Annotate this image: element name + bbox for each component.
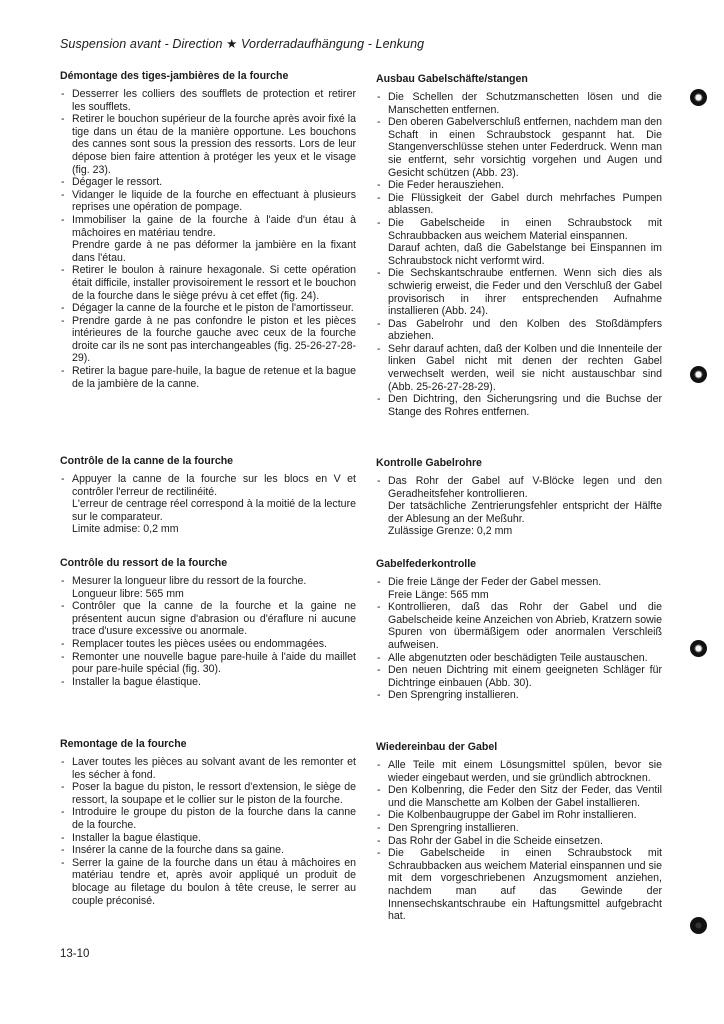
- list-item: [60, 473, 356, 536]
- list-item: [60, 638, 356, 651]
- list-item-text: - Introduire le groupe du piston de la fourche dans la canne de la fourche.: [72, 806, 356, 831]
- list-item: [60, 113, 356, 176]
- list-item: [376, 664, 662, 689]
- list-item-text: - Insérer la canne de la fourche dans sa gaine.: [72, 844, 285, 857]
- list-item: [60, 651, 356, 676]
- list-item-text: - Retirer le boulon à rainure hexagonale. Si cette opération était difficile, installer provisoirement le ressort et le bouchon de la fourche dans le siège prévu à cet effet (fig. 24).: [72, 264, 356, 302]
- list-item: [376, 809, 662, 822]
- list-item-text: - Das Rohr der Gabel auf V-Blöcke legen und den Geradheitsfeher kontrollieren.: [388, 475, 662, 500]
- list-item-text: - Dégager le ressort.: [72, 176, 163, 189]
- list-item-text: - Installer la bague élastique.: [72, 831, 201, 844]
- list-item-text: - Appuyer la canne de la fourche sur les blocs en V et contrôler l'erreur de rectilinéité.: [72, 473, 356, 498]
- page-header: Suspension avant - Direction ★ Vorderradaufhängung - Lenkung: [60, 37, 425, 51]
- list-item-text: Limite admise: 0,2 mm: [72, 523, 179, 536]
- list-item: [376, 847, 662, 923]
- list-item-text: - Den Sprengring installieren.: [388, 821, 519, 834]
- punch-hole-icon: [690, 89, 707, 106]
- list-item: [60, 176, 356, 189]
- list-item-text: - Contrôler que la canne de la fourche et la gaine ne présentent aucun signe d'abrasion ou d'éraflure ni aucune trace d'usure excessive ou anormale.: [72, 600, 356, 638]
- list-item: [60, 365, 356, 390]
- list-item: [60, 756, 356, 781]
- section-kontrolle-gabelrohre: [376, 457, 662, 538]
- list-item-text: Longueur libre: 565 mm: [72, 587, 184, 600]
- list-item-text: - Remonter une nouvelle bague pare-huile à l'aide du maillet pour pare-huile spécial (fig. 30).: [72, 650, 356, 676]
- section-gabelfederkontrolle: [376, 558, 662, 702]
- list-item: [60, 575, 356, 600]
- list-item-text: - Vidanger le liquide de la fourche en effectuant à plusieurs reprises une opération de pompage.: [72, 188, 356, 214]
- list-item-text: Prendre garde à ne pas déformer la jambière en la fixant dans l'étau.: [72, 239, 356, 264]
- step-list: [376, 576, 662, 702]
- section-controle-ressort: [60, 557, 356, 688]
- list-item: [376, 475, 662, 538]
- list-item: [376, 91, 662, 116]
- list-item-text: - Alle Teile mit einem Lösungsmittel spülen, bevor sie wieder eingebaut werden, und sie gründlich abtrocknen.: [388, 759, 662, 784]
- list-item-text: - Retirer le bouchon supérieur de la fourche après avoir fixé la tige dans un étau de la manière opportune. Les bouchons des cannes sont sous la pression des ressorts. Lors de leur dépose bien faire attention à protéger les yeux et le visage (fig. 23).: [72, 113, 356, 176]
- list-item-text: - Die Sechskantschraube entfernen. Wenn sich dies als schwierig erweist, die Feder und den Verschluß der Gabel provisorisch in ihrer entsprechenden Aufnahme installieren (Abb. 24).: [388, 267, 662, 318]
- list-item: [376, 267, 662, 317]
- step-list: [376, 475, 662, 538]
- section-heading: Ausbau Gabelschäfte/stangen: [376, 73, 528, 85]
- list-item-text: Darauf achten, daß die Gabelstange bei Einspannen im Schraubstock nicht verformt wird.: [388, 242, 662, 267]
- step-list: [376, 91, 662, 418]
- list-item-text: - Remplacer toutes les pièces usées ou endommagées.: [72, 637, 327, 650]
- list-item: [60, 214, 356, 264]
- list-item-text: L'erreur de centrage réel correspond à la moitié de la lecture sur le comparateur.: [72, 498, 356, 523]
- list-item: [60, 315, 356, 365]
- section-heading: Gabelfederkontrolle: [376, 558, 477, 570]
- step-list: [376, 759, 662, 923]
- step-list: [60, 756, 356, 907]
- list-item-text: - Die Gabelscheide in einen Schraubstock mit Schraubbacken aus weichem Material einspannen und sie mit dem vorgeschriebenen Anzugsmoment anziehen, nachdem man auf das Gewinde der Innensechskantschraube ein Haftungsmittel aufgebracht hat.: [388, 847, 662, 923]
- list-item: [60, 781, 356, 806]
- list-item-text: - Die Flüssigkeit der Gabel durch mehrfaches Pumpen ablassen.: [388, 191, 662, 217]
- list-item: [376, 689, 662, 702]
- list-item: [376, 318, 662, 343]
- step-list: [60, 575, 356, 688]
- list-item-text: - Installer la bague élastique.: [72, 675, 201, 688]
- list-item: [376, 393, 662, 418]
- list-item: [376, 179, 662, 192]
- list-item-text: - Das Gabelrohr und den Kolben des Stoßdämpfers abziehen.: [388, 317, 662, 343]
- list-item-text: - Den oberen Gabelverschluß entfernen, nachdem man den Schaft in einen Schraubstock gespannt hat. Die Stangenverschlüsse stehen unter Federdruck. Wenn man sie entfernt, sehr vorsichtig vorgehen und Augen und Gesicht schützen (Abb. 23).: [388, 116, 662, 179]
- list-item-text: - Alle abgenutzten oder beschädigten Teile austauschen.: [388, 651, 648, 664]
- list-item-text: - Die freie Länge der Feder der Gabel messen.: [388, 576, 602, 588]
- list-item: [60, 88, 356, 113]
- list-item-text: Der tatsächliche Zentrierungsfehler entspricht der Hälfte der Ablesung an der Meßuhr.: [388, 500, 662, 525]
- section-heading: Kontrolle Gabelrohre: [376, 457, 482, 469]
- list-item: [376, 822, 662, 835]
- list-item-text: - Den Dichtring, den Sicherungsring und die Buchse der Stange des Rohres entfernen.: [388, 393, 662, 418]
- section-ausbau: [376, 73, 662, 418]
- list-item: [60, 832, 356, 845]
- list-item-text: Freie Länge: 565 mm: [388, 588, 489, 601]
- list-item-text: - Das Rohr der Gabel in die Scheide einsetzen.: [388, 834, 603, 847]
- list-item: [376, 217, 662, 267]
- list-item-text: - Mesurer la longueur libre du ressort de la fourche.: [72, 575, 307, 587]
- step-list: [60, 88, 356, 390]
- list-item-text: - Desserrer les colliers des soufflets de protection et retirer les soufflets.: [72, 88, 356, 113]
- punch-hole-icon: [690, 917, 707, 934]
- section-demontage: [60, 70, 356, 390]
- section-heading: Contrôle de la canne de la fourche: [60, 455, 234, 467]
- section-heading: Démontage des tiges-jambières de la fourche: [60, 70, 289, 82]
- section-remontage: [60, 738, 356, 907]
- step-list: [60, 473, 356, 536]
- list-item-text: - Laver toutes les pièces au solvant avant de les remonter et les sécher à fond.: [72, 756, 356, 781]
- list-item-text: - Die Feder herausziehen.: [388, 179, 505, 192]
- list-item-text: - Prendre garde à ne pas confondre le piston et les pièces intérieures de la fourche gauche avec ceux de la fourche droite car ils ne sont pas interchangeables (fig. 25-26-27-28-29).: [72, 314, 356, 365]
- list-item: [60, 189, 356, 214]
- list-item: [60, 264, 356, 302]
- list-item-text: - Poser la bague du piston, le ressort d'extension, le siège de ressort, la soupape et le collier sur le piston de la fourche.: [72, 781, 356, 806]
- section-wiedereinbau: [376, 741, 662, 923]
- section-heading: Wiedereinbau der Gabel: [376, 741, 498, 753]
- list-item-text: - Die Schellen der Schutzmanschetten lösen und die Manschetten entfernen.: [388, 91, 662, 116]
- list-item: [376, 759, 662, 784]
- list-item-text: - Den Kolbenring, die Feder den Sitz der Feder, das Ventil und die Manschette am Kolben der Gabel installieren.: [388, 784, 662, 809]
- punch-hole-icon: [690, 640, 707, 657]
- list-item: [60, 844, 356, 857]
- list-item-text: Zulässige Grenze: 0,2 mm: [388, 525, 513, 538]
- page-number: 13-10: [60, 948, 90, 960]
- list-item: [376, 784, 662, 809]
- list-item: [60, 857, 356, 907]
- section-heading: Contrôle du ressort de la fourche: [60, 557, 228, 569]
- list-item: [60, 600, 356, 638]
- punch-hole-icon: [690, 366, 707, 383]
- list-item-text: - Retirer la bague pare-huile, la bague de retenue et la bague de la jambière de la canne.: [72, 365, 356, 390]
- list-item: [60, 676, 356, 689]
- list-item-text: - Serrer la gaine de la fourche dans un étau à mâchoires en matériau tendre et, après avoir appliqué un produit de blocage au filetage du boulon à tête creuse, le serrer au couple préconisé.: [72, 856, 356, 907]
- list-item-text: - Immobiliser la gaine de la fourche à l'aide d'un étau à mâchoires en matériau tendre.: [72, 213, 356, 239]
- list-item-text: - Die Kolbenbaugruppe der Gabel im Rohr installieren.: [388, 809, 637, 822]
- list-item: [376, 601, 662, 651]
- list-item: [60, 806, 356, 831]
- list-item-text: - Den Sprengring installieren.: [388, 689, 519, 702]
- list-item-text: - Sehr darauf achten, daß der Kolben und die Innenteile der linken Gabel nicht mit denen der rechten Gabel verwechselt werden, weil sie nicht austauschbar sind (Abb. 25-26-27-28-29).: [388, 342, 662, 393]
- list-item: [60, 302, 356, 315]
- list-item-text: - Dégager la canne de la fourche et le piston de l'amortisseur.: [72, 302, 354, 315]
- list-item: [376, 576, 662, 601]
- section-controle-canne: [60, 455, 356, 536]
- list-item: [376, 343, 662, 393]
- list-item-text: - Den neuen Dichtring mit einem geeigneten Schläger für Dichtringe einbauen (Abb. 30).: [388, 664, 662, 689]
- list-item-text: - Kontrollieren, daß das Rohr der Gabel und die Gabelscheide keine Anzeichen von Abrieb, Kratzern sowie Spuren von übermäßigem oder anormalen Verschleiß aufweisen.: [388, 601, 662, 651]
- list-item-text: - Die Gabelscheide in einen Schraubstock mit Schraubbacken aus weichem Material einspannen.: [388, 216, 662, 242]
- list-item: [376, 116, 662, 179]
- list-item: [376, 192, 662, 217]
- list-item: [376, 652, 662, 665]
- section-heading: Remontage de la fourche: [60, 738, 187, 750]
- list-item: [376, 835, 662, 848]
